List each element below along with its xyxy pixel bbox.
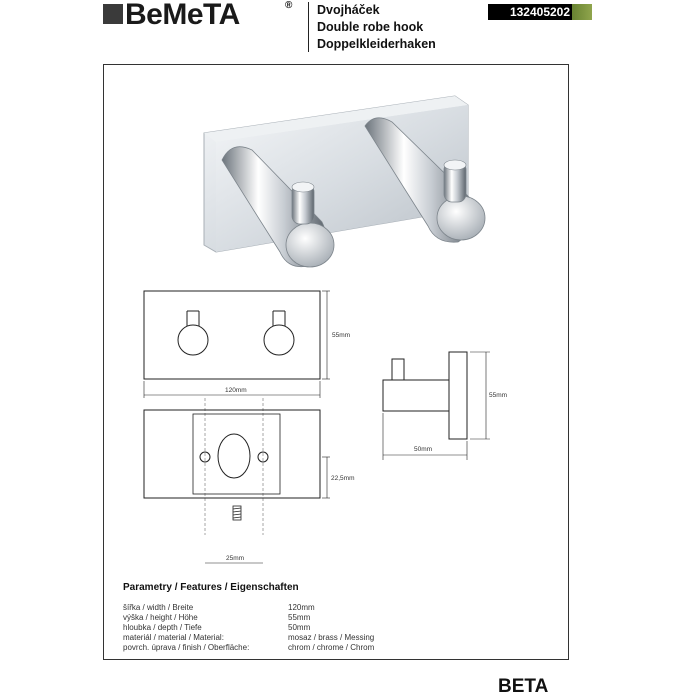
- param-label: povrch. úprava / finish / Oberfläche:: [123, 643, 250, 652]
- product-code: 132405202: [488, 4, 592, 20]
- mount-offset-label: 22,5mm: [331, 475, 355, 482]
- brand-logo: BeMeTA: [125, 0, 240, 31]
- back-view: [144, 398, 330, 563]
- product-title-en: Double robe hook: [317, 20, 424, 34]
- param-value: 120mm: [288, 603, 315, 612]
- product-title-cz: Dvojháček: [317, 3, 380, 17]
- param-label: šířka / width / Breite: [123, 603, 194, 612]
- front-view: [144, 291, 330, 398]
- series-name: BETA: [498, 676, 549, 697]
- side-height-label: 55mm: [489, 392, 508, 399]
- side-depth-label: 50mm: [414, 446, 433, 453]
- front-width-label: 120mm: [225, 387, 247, 394]
- registered-mark: ®: [285, 0, 293, 11]
- param-value: 55mm: [288, 613, 311, 622]
- param-label: materiál / material / Material:: [123, 633, 224, 642]
- front-height-label: 55mm: [332, 332, 351, 339]
- product-title-de: Doppelkleiderhaken: [317, 37, 436, 51]
- param-label: hloubka / depth / Tiefe: [123, 623, 202, 632]
- params-title: Parametry / Features / Eigenschaften: [123, 582, 299, 593]
- mounting-screw: [233, 506, 241, 520]
- param-value: 50mm: [288, 623, 311, 632]
- param-label: výška / height / Höhe: [123, 613, 198, 622]
- product-photo: [204, 96, 485, 267]
- side-view: [383, 352, 490, 460]
- param-value: mosaz / brass / Messing: [288, 633, 375, 642]
- hole-spacing-label: 25mm: [226, 555, 245, 562]
- param-value: chrom / chrome / Chrom: [288, 643, 375, 652]
